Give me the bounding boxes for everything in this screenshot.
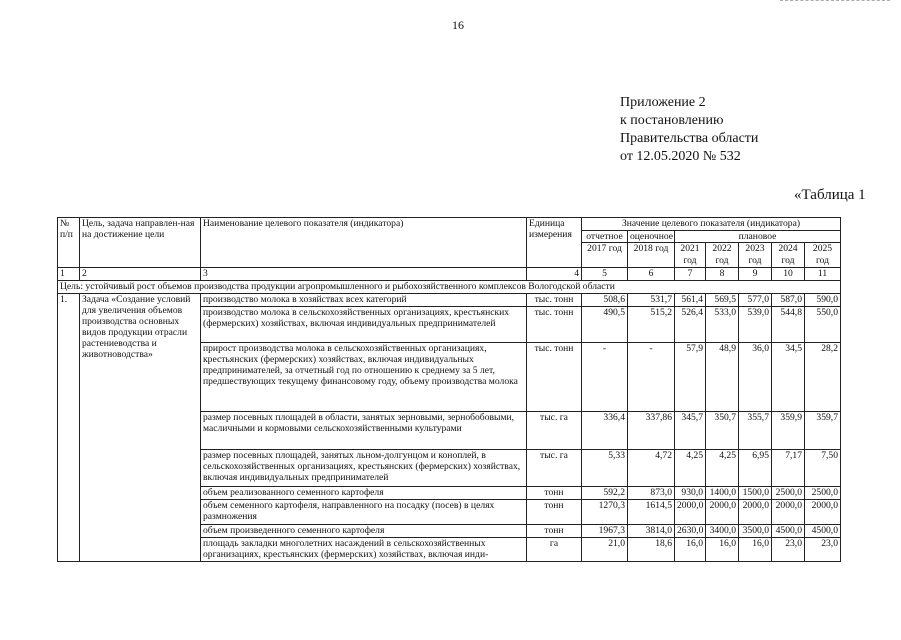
indicator-unit: тыс. тонн [527, 307, 582, 343]
header-year: 2024 год [772, 243, 805, 268]
indicator-value: 515,2 [628, 307, 675, 343]
column-number: 9 [739, 268, 772, 281]
page-number: 16 [452, 18, 464, 32]
indicator-value: 1500,0 [739, 487, 772, 500]
indicator-value: 57,9 [675, 343, 706, 412]
indicator-value: 7,50 [805, 450, 841, 487]
header-planned: плановое [675, 231, 841, 243]
indicator-value: 21,0 [582, 538, 628, 562]
indicator-value: 2000,0 [675, 500, 706, 525]
column-number: 4 [527, 268, 582, 281]
indicator-value: 2000,0 [739, 500, 772, 525]
goal-row: Цель: устойчивый рост объемов производства продукции агропромышленного и рыбохозяйственного комплексов Вологодской области [58, 281, 841, 294]
indicator-value: 359,9 [772, 412, 805, 450]
header-indicator: Наименование целевого показателя (индикатора) [201, 218, 527, 268]
indicator-value: 1270,3 [582, 500, 628, 525]
indicator-value: 531,7 [628, 294, 675, 307]
indicators-table [57, 217, 841, 562]
indicator-value: 3400,0 [706, 525, 739, 538]
indicator-name: производство молока в сельскохозяйственных организациях, крестьянских (фермерских) хозяйствах, включая индивидуальных предпринимателей [201, 307, 527, 343]
indicator-value: 533,0 [706, 307, 739, 343]
indicator-value: 544,8 [772, 307, 805, 343]
indicator-value: 4,25 [706, 450, 739, 487]
column-number: 7 [675, 268, 706, 281]
header-year: 2017 год [582, 243, 628, 268]
column-number: 3 [201, 268, 527, 281]
indicator-value: 930,0 [675, 487, 706, 500]
indicator-value: 2000,0 [772, 500, 805, 525]
appendix-heading [620, 94, 758, 166]
indicator-value: 359,7 [805, 412, 841, 450]
indicator-value: 2500,0 [805, 487, 841, 500]
indicator-value: 337,86 [628, 412, 675, 450]
column-number: 2 [80, 268, 201, 281]
indicator-value: 48,9 [706, 343, 739, 412]
indicator-name: объем семенного картофеля, направленного на посадку (посев) в целях размножения [201, 500, 527, 525]
indicator-value: 16,0 [739, 538, 772, 562]
indicator-unit: тонн [527, 487, 582, 500]
indicator-value: 345,7 [675, 412, 706, 450]
indicator-value: 1967,3 [582, 525, 628, 538]
appendix-line-1: Приложение 2 [620, 95, 706, 110]
table-label: «Таблица 1 [794, 187, 866, 203]
indicator-unit: тыс. тонн [527, 294, 582, 307]
indicator-unit: тонн [527, 525, 582, 538]
indicator-value: 2000,0 [706, 500, 739, 525]
column-number: 5 [582, 268, 628, 281]
indicator-value: 550,0 [805, 307, 841, 343]
header-year: 2022 год [706, 243, 739, 268]
header-year: 2021 год [675, 243, 706, 268]
indicator-unit: тонн [527, 500, 582, 525]
indicator-value: 2630,0 [675, 525, 706, 538]
header-estimated: оценочное [628, 231, 675, 243]
indicator-name: размер посевных площадей, занятых льном-долгунцом и коноплей, в сельскохозяйственных организациях, крестьянских (фермерских) хозяйствах, включая индивидуальных предпринимателей [201, 450, 527, 487]
indicator-value: 526,4 [675, 307, 706, 343]
column-number: 11 [805, 268, 841, 281]
indicator-value: 6,95 [739, 450, 772, 487]
header-number: № п/п [58, 218, 80, 268]
indicator-unit: тыс. га [527, 450, 582, 487]
indicator-value: 34,5 [772, 343, 805, 412]
indicator-value: 539,0 [739, 307, 772, 343]
header-year: 2023 год [739, 243, 772, 268]
task-number: 1. [58, 294, 80, 562]
indicator-value: 28,2 [805, 343, 841, 412]
indicator-value: 16,0 [675, 538, 706, 562]
indicator-name: объем произведенного семенного картофеля [201, 525, 527, 538]
indicator-unit: га [527, 538, 582, 562]
indicator-value: 36,0 [739, 343, 772, 412]
indicator-value: 1614,5 [628, 500, 675, 525]
indicator-value: 3500,0 [739, 525, 772, 538]
appendix-line-2: к постановлению [620, 113, 724, 128]
header-unit: Единица измерения [527, 218, 582, 268]
indicator-value: 587,0 [772, 294, 805, 307]
header-year: 2025 год [805, 243, 841, 268]
column-number: 8 [706, 268, 739, 281]
appendix-line-3: Правительства области [620, 131, 759, 146]
indicator-value: 7,17 [772, 450, 805, 487]
indicator-name: объем реализованного семенного картофеля [201, 487, 527, 500]
column-number: 10 [772, 268, 805, 281]
appendix-line-4: от 12.05.2020 № 532 [620, 149, 741, 164]
indicator-value: 355,7 [739, 412, 772, 450]
indicator-unit: тыс. га [527, 412, 582, 450]
indicator-value: 16,0 [706, 538, 739, 562]
header-actual: отчетное [582, 231, 628, 243]
table-row [58, 294, 841, 307]
indicator-unit: тыс. тонн [527, 343, 582, 412]
indicator-name: размер посевных площадей в области, занятых зерновыми, зернобобовыми, масличными и кормовыми сельскохозяйственными культурами [201, 412, 527, 450]
indicator-value: 590,0 [805, 294, 841, 307]
indicator-value: 336,4 [582, 412, 628, 450]
indicator-value: 2000,0 [805, 500, 841, 525]
indicator-value: 2500,0 [772, 487, 805, 500]
indicator-value: 592,2 [582, 487, 628, 500]
task-text: Задача «Создание условий для увеличения объемов производства основных видов продукции отрасли растениеводства и животноводства» [80, 294, 201, 562]
indicator-value: 18,6 [628, 538, 675, 562]
indicator-value: - [582, 343, 628, 412]
indicator-name: производство молока в хозяйствах всех категорий [201, 294, 527, 307]
indicator-value: 5,33 [582, 450, 628, 487]
header-year: 2018 год [628, 243, 675, 268]
indicator-value: 561,4 [675, 294, 706, 307]
header-task: Цель, задача направлен-ная на достижение цели [80, 218, 201, 268]
indicator-value: 508,6 [582, 294, 628, 307]
indicator-value: 4,72 [628, 450, 675, 487]
indicator-name: площадь закладки многолетних насаждений в сельскохозяйственных организациях, крестьянских (фермерских) хозяйствах, включая инди- [201, 538, 527, 562]
indicator-value: - [628, 343, 675, 412]
indicator-value: 490,5 [582, 307, 628, 343]
indicator-value: 3814,0 [628, 525, 675, 538]
scan-edge-mark [780, 0, 890, 3]
column-number: 1 [58, 268, 80, 281]
indicator-value: 4500,0 [805, 525, 841, 538]
indicator-value: 873,0 [628, 487, 675, 500]
indicator-value: 350,7 [706, 412, 739, 450]
header-values: Значение целевого показателя (индикатора) [582, 218, 841, 231]
indicator-value: 4500,0 [772, 525, 805, 538]
indicator-value: 569,5 [706, 294, 739, 307]
indicator-value: 577,0 [739, 294, 772, 307]
column-number: 6 [628, 268, 675, 281]
indicator-value: 23,0 [772, 538, 805, 562]
indicator-name: прирост производства молока в сельскохозяйственных организациях, крестьянских (фермерских) хозяйствах, включая индивидуальных предпринимателей, за отчетный год по отношению к среднему за 5 лет, предшествующих текущему финансовому году, объему производства молока [201, 343, 527, 412]
indicator-value: 23,0 [805, 538, 841, 562]
indicator-value: 4,25 [675, 450, 706, 487]
indicator-value: 1400,0 [706, 487, 739, 500]
